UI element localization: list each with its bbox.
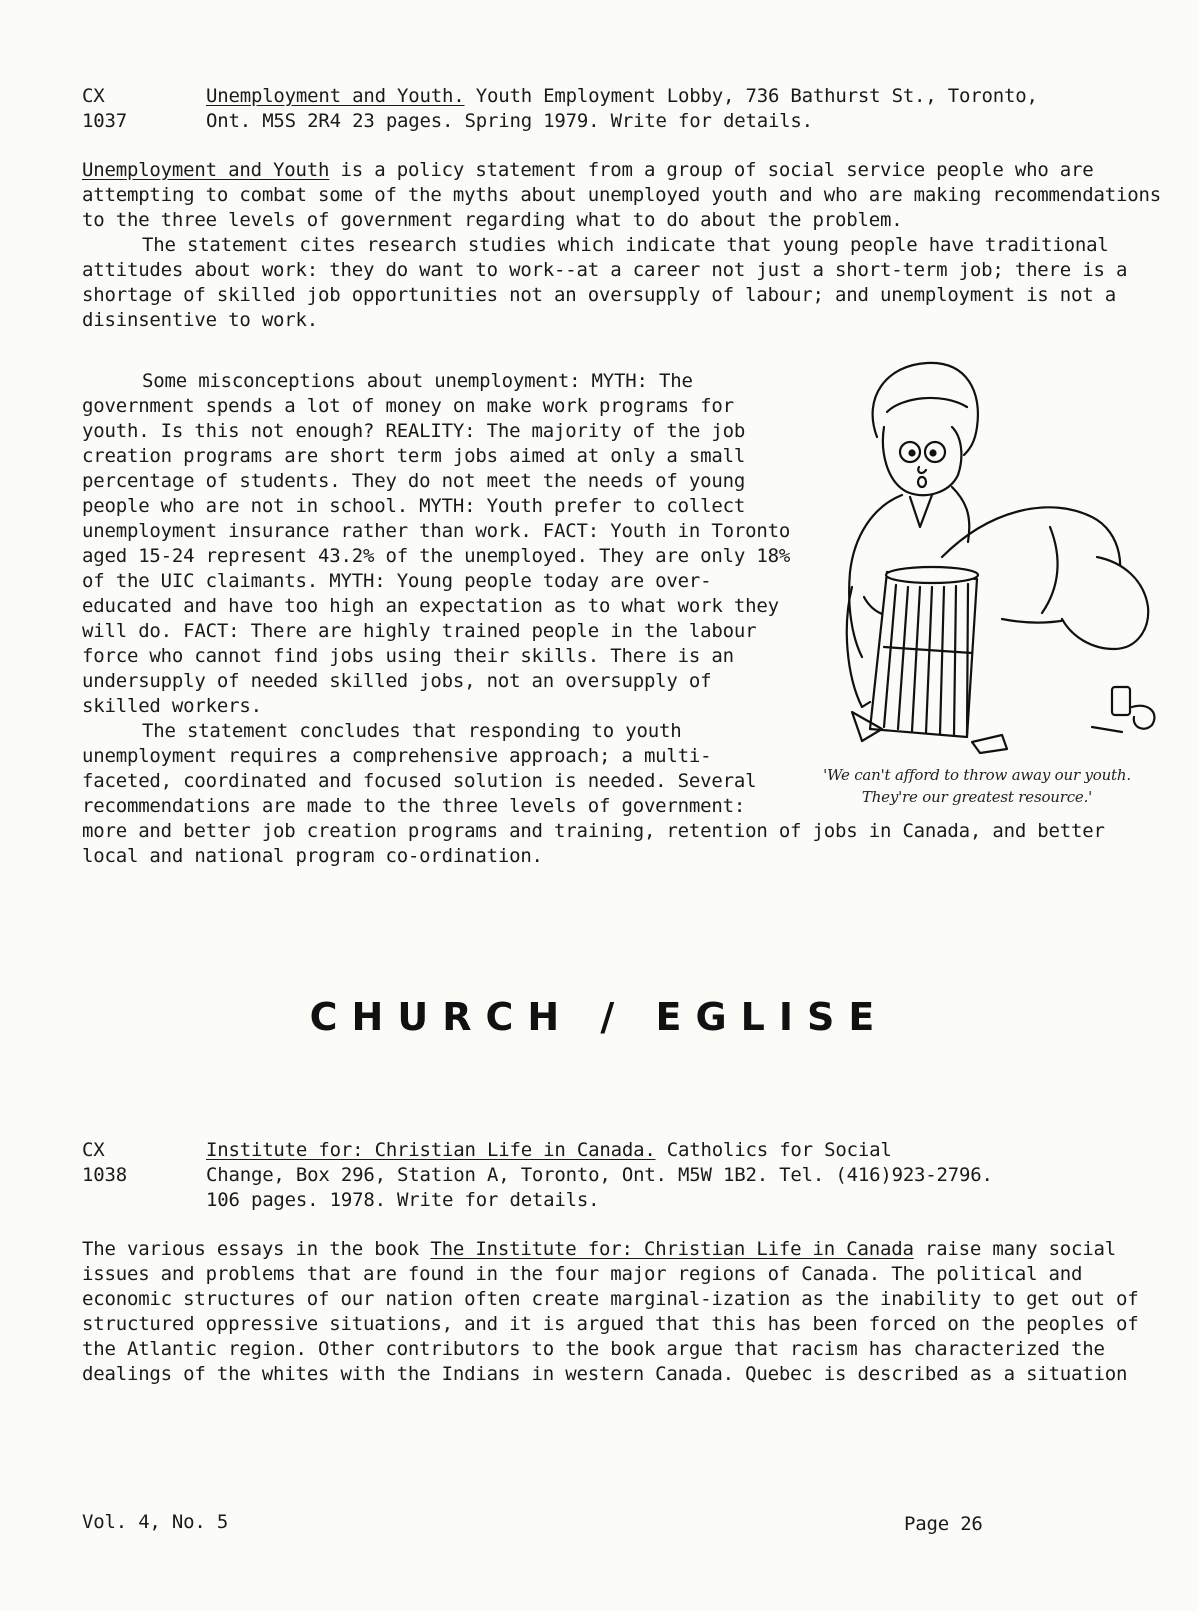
myths-paragraph: Some misconceptions about unemployment: MYTH: The government spends a lot of money on make work programs for youth. Is this not enough? REALITY: The majority of the job creation programs are short term jobs aimed at only a small percentage of students. They do not meet the needs of young people who are not in school. MYTH: Youth prefer to collect unemployment insurance rather than work. FACT: Youth in Toronto aged 15-24 represent 43.2% of the unemployed. They are only 18% of the UIC claimants. MYTH: Young people today are over-educated and have too high an expectation as to what work they will do. FACT: There are highly trained people in the labour force who cannot find jobs using their skills. There is an undersupply of needed skilled jobs, not an oversupply of skilled workers. xyxy=(82,370,791,717)
illustration-caption: 'We can't afford to throw away our youth. They're our greatest resource.' xyxy=(823,766,1131,806)
entry-1037-intro: Unemployment and Youth is a policy statement from a group of social service people who are attempting to combat some of the myths about unemployed youth and who are making recommendations to the three levels of government regarding what to do about the problem. The statement cites research studies which indicate that young people have traditional attitudes about work: they do want to work--at a career not just a short-term job; there is a shortage of skilled job opportunities not an oversupply of labour; and unemployment is not a disinsentive to work. xyxy=(82,159,1161,331)
youth-in-trashcan-icon xyxy=(792,357,1162,757)
entry-1038-body: The various essays in the book The Institute for: Christian Life in Canada raise many social issues and problems that are found in the four major regions of Canada. The political and economic structures of our nation often create marginal-ization as the inability to get out of structured oppressive situations, and it is argued that this has been forced on the peoples of the Atlantic region. Other contributors to the book argue that racism has characterized the dealings of the whites with the Indians in western Canada. Quebec is described as a situation xyxy=(82,1238,1139,1385)
footer-volume: Vol. 4, No. 5 xyxy=(82,1511,229,1533)
section-heading: CHURCH / EGLISE xyxy=(309,995,889,1039)
entry-citation: Unemployment and Youth. Youth Employment Lobby, 736 Bathurst St., Toronto, Ont. M5S 2R4 23 pages. Spring 1979. Write for details. xyxy=(206,85,1038,132)
conclusion-paragraph: The statement concludes that responding to youth unemployment requires a comprehensive approach; a multi-faceted, coordinated and focused solution is needed. Several recommendations are made to the three levels of government: more and better job creation programs and training, retention of jobs in Canada, and better local and national program co-ordination. xyxy=(82,720,1105,867)
entry-code: CX 1037 xyxy=(82,85,127,132)
entry-citation: Institute for: Christian Life in Canada. Catholics for Social Change, Box 296, Station A, Toronto, Ont. M5W 1B2. Tel. (416)923-2796. 106 pages. 1978. Write for details. xyxy=(206,1139,993,1211)
entry-1037-body xyxy=(82,369,1162,869)
entry-title: Unemployment and Youth. xyxy=(206,85,465,107)
footer-page-number: Page 26 xyxy=(904,1513,983,1535)
entry-code: CX 1038 xyxy=(82,1139,127,1186)
entry-title: Institute for: Christian Life in Canada. xyxy=(206,1139,656,1161)
cartoon-illustration xyxy=(792,369,1162,809)
paragraph: The statement cites research studies which indicate that young people have traditional attitudes about work: they do want to work--at a career not just a short-term job; there is a shortage of skilled job opportunities not an oversupply of labour; and unemployment is not a disinsentive to work. xyxy=(82,234,1128,331)
